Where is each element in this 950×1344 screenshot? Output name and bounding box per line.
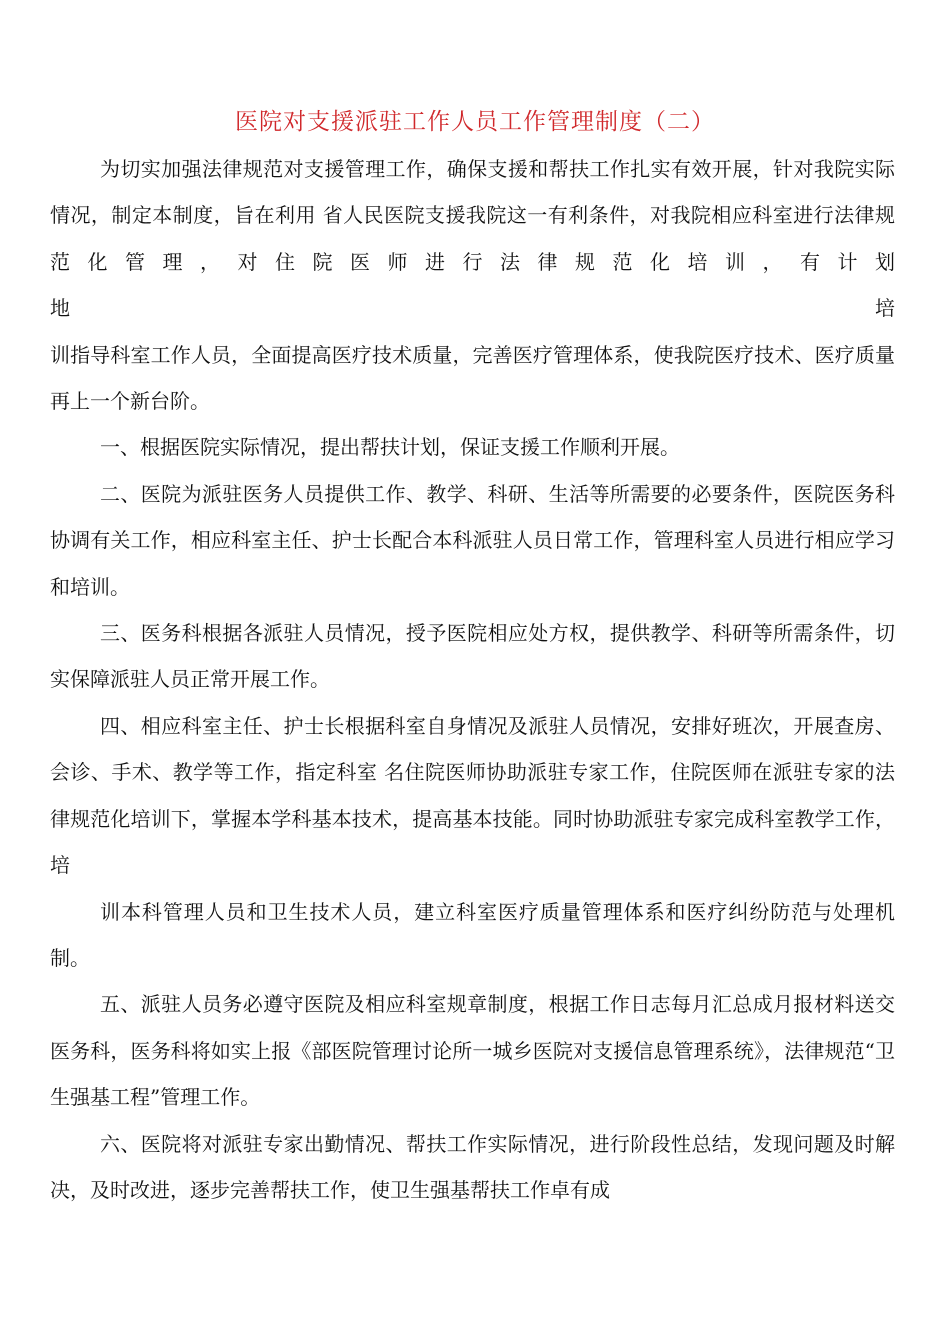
paragraph-item-2: 二、医院为派驻医务人员提供工作、教学、科研、生活等所需要的必要条件，医院医务科协调有关工作，相应科室主任、护士长配合本科派驻人员日常工作，管理科室人员进行相应学习和培训。 [50,481,895,599]
document-body [50,146,895,1213]
paragraph-intro-end: 训指导科室工作人员，全面提高医疗技术质量，完善医疗管理体系，使我院医疗技术、医疗质量再上一个新台阶。 [50,342,895,414]
document-title: 医院对支援派驻工作人员工作管理制度（二） [235,109,715,135]
paragraph-item-4: 四、相应科室主任、护士长根据科室自身情况及派驻人员情况，安排好班次，开展查房、会诊、手术、教学等工作，指定科室 名住院医师协助派驻专家工作，住院医师在派驻专家的法律规范化培训下，掌握本学科基本技术，提高基本技能。同时协助派驻专家完成科室教学工作，培 [50,713,895,878]
paragraph-item-6: 六、医院将对派驻专家出勤情况、帮扶工作实际情况，进行阶段性总结，发现问题及时解决，及时改进，逐步完善帮扶工作，使卫生强基帮扶工作卓有成 [50,1131,895,1202]
paragraph-item-5: 五、派驻人员务必遵守医院及相应科室规章制度，根据工作日志每月汇总成月报材料送交医务科，医务科将如实上报《部医院管理讨论所一城乡医院对支援信息管理系统》，法律规范“卫生强基工程”管理工作。 [50,992,895,1110]
paragraph-intro: 为切实加强法律规范对支援管理工作，确保支援和帮扶工作扎实有效开展，针对我院实际情况，制定本制度，旨在利用 省人民医院支援我院这一有利条件，对我院相应科室进行法律规范化管理，对住院医师进行法律规范化培训，有计划 [50,157,895,274]
paragraph-item-4-cont: 训本科管理人员和卫生技术人员，建立科室医疗质量管理体系和医疗纠纷防范与处理机制。 [50,899,895,970]
paragraph-item-1: 一、根据医院实际情况，提出帮扶计划，保证支援工作顺利开展。 [100,435,680,460]
paragraph-item-3: 三、医务科根据各派驻人员情况，授予医院相应处方权，提供教学、科研等所需条件，切实保障派驻人员正常开展工作。 [50,621,895,692]
paragraph-intro-fragment: 地 培 [50,296,895,321]
